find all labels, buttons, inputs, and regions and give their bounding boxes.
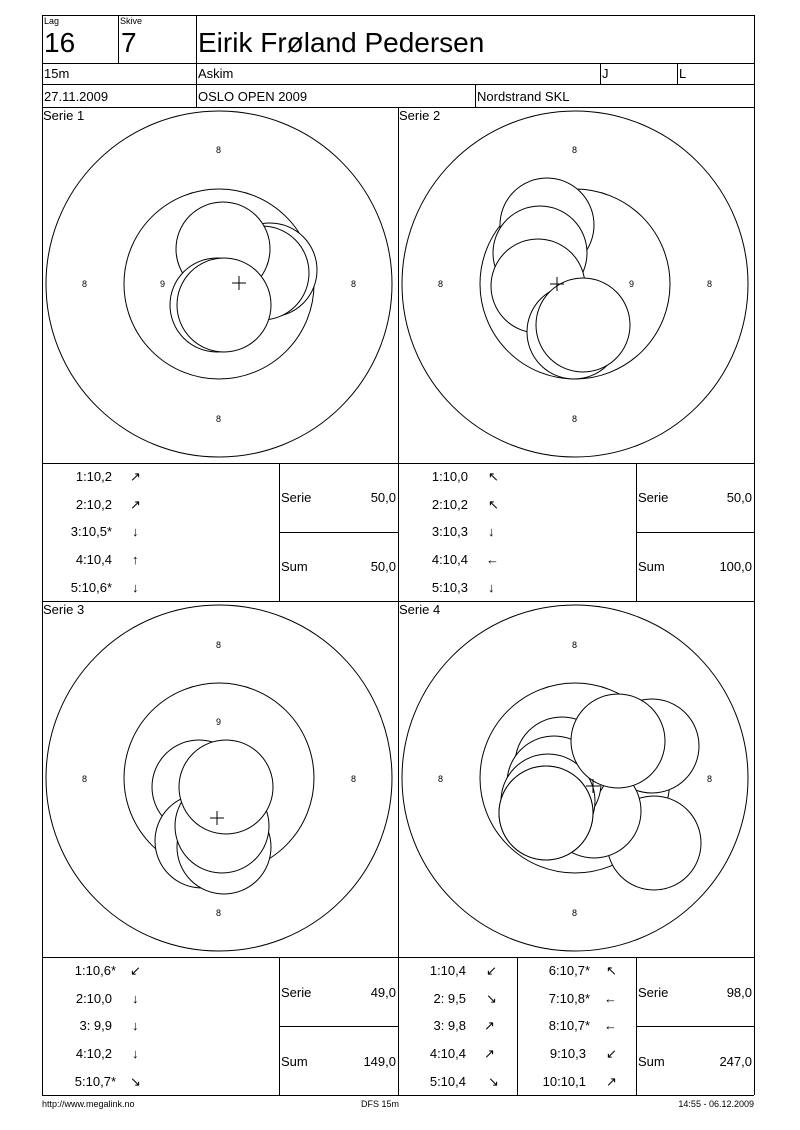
target-serie-2 — [398, 107, 754, 463]
shot-direction-arrow: ↗ — [484, 1046, 495, 1061]
ring-label: 8 — [82, 774, 88, 784]
shot-direction-arrow: ↓ — [488, 524, 495, 539]
shot-score: 1:10,4 — [429, 963, 466, 978]
shot-score: 5:10,7* — [74, 1074, 116, 1089]
shot-direction-arrow: ↓ — [132, 1046, 139, 1061]
club: Askim — [198, 66, 234, 81]
venue: Nordstrand SKL — [477, 89, 570, 104]
sum-label: Sum — [638, 1054, 665, 1069]
target-serie-3 — [42, 601, 398, 957]
shot-score: 2:10,0 — [75, 991, 112, 1006]
shot-score: 3:10,3 — [431, 524, 468, 539]
shot-score: 2:10,2 — [431, 497, 468, 512]
skive-value: 7 — [121, 27, 137, 58]
shot-direction-arrow: ↘ — [130, 1074, 141, 1089]
lag-value: 16 — [44, 27, 76, 58]
shot-score: 4:10,4 — [431, 552, 468, 567]
serie-label: Serie — [638, 490, 669, 505]
shot-direction-arrow: ↓ — [488, 580, 495, 595]
footer-timestamp: 14:55 - 06.12.2009 — [678, 1099, 754, 1109]
shot-direction-arrow: ↓ — [132, 1018, 139, 1033]
ring-label: 8 — [572, 640, 578, 650]
shot-score: 6:10,7* — [548, 963, 590, 978]
shot-direction-arrow: ↗ — [484, 1018, 495, 1033]
ring-label: 9 — [160, 279, 166, 289]
shot-direction-arrow: ↖ — [606, 963, 617, 978]
shot-score: 8:10,7* — [548, 1018, 590, 1033]
shot-score: 5:10,4 — [429, 1074, 466, 1089]
shot-direction-arrow: ↙ — [606, 1046, 617, 1061]
shot-score: 4:10,2 — [75, 1046, 112, 1061]
shot-score: 3: 9,8 — [433, 1018, 466, 1033]
shot-score: 7:10,8* — [548, 991, 590, 1006]
ring-label: 8 — [351, 774, 357, 784]
shot-direction-arrow: ← — [486, 552, 499, 567]
serie-value: 98,0 — [726, 985, 752, 1000]
shot-score: 5:10,6* — [70, 580, 112, 595]
footer-website[interactable]: http://www.megalink.no — [42, 1099, 135, 1109]
ring-label: 8 — [572, 414, 578, 424]
shot-hole — [179, 740, 273, 834]
shot-direction-arrow: ↑ — [132, 552, 139, 567]
shot-score: 10:10,1 — [542, 1074, 586, 1089]
shot-hole — [499, 766, 593, 860]
date: 27.11.2009 — [44, 89, 109, 104]
shooter-name: Eirik Frøland Pedersen — [198, 27, 485, 58]
shot-score: 4:10,4 — [75, 552, 112, 567]
shot-score: 1:10,0 — [431, 469, 468, 484]
ring-label: 8 — [707, 774, 713, 784]
shot-direction-arrow: ↖ — [488, 497, 499, 512]
shot-direction-arrow: ↓ — [132, 991, 139, 1006]
sum-value: 247,0 — [719, 1054, 752, 1069]
ring-label: 8 — [707, 279, 713, 289]
distance: 15m — [44, 66, 70, 81]
shot-score: 3: 9,9 — [79, 1018, 112, 1033]
event: OSLO OPEN 2009 — [198, 89, 308, 104]
shot-score: 2:10,2 — [75, 497, 112, 512]
shot-direction-arrow: ↙ — [486, 963, 497, 978]
shot-score: 1:10,6* — [74, 963, 116, 978]
footer-program: DFS 15m — [361, 1099, 400, 1109]
serie-4-title: Serie 4 — [399, 602, 441, 617]
shot-score: 5:10,3 — [431, 580, 468, 595]
shot-direction-arrow: ↘ — [486, 991, 497, 1006]
shot-score: 2: 9,5 — [433, 991, 466, 1006]
shot-direction-arrow: ↓ — [132, 524, 139, 539]
ring-label: 8 — [438, 279, 444, 289]
ring-label: 9 — [216, 717, 222, 727]
target-serie-1 — [42, 107, 398, 463]
shot-direction-arrow: ↙ — [130, 963, 141, 978]
serie-value: 50,0 — [370, 490, 396, 505]
shot-hole — [571, 694, 665, 788]
ring-label: 8 — [216, 908, 222, 918]
shot-direction-arrow: ↗ — [130, 497, 141, 512]
ring-label: 8 — [572, 145, 578, 155]
shot-direction-arrow: ↘ — [488, 1074, 499, 1089]
serie-2-title: Serie 2 — [399, 108, 441, 123]
shot-score: 4:10,4 — [429, 1046, 466, 1061]
shot-direction-arrow: ↗ — [130, 469, 141, 484]
shot-score: 3:10,5* — [70, 524, 112, 539]
shot-hole — [177, 258, 271, 352]
skive-label: Skive — [120, 16, 143, 26]
ring-label: 8 — [438, 774, 444, 784]
serie-label: Serie — [281, 985, 312, 1000]
shot-score: 1:10,2 — [75, 469, 112, 484]
sum-label: Sum — [281, 1054, 308, 1069]
serie-1-title: Serie 1 — [43, 108, 85, 123]
ring-label: 8 — [82, 279, 88, 289]
shot-direction-arrow: ← — [604, 1018, 617, 1033]
ring-label: 8 — [216, 640, 222, 650]
serie-3-title: Serie 3 — [43, 602, 85, 617]
shot-direction-arrow: ↗ — [606, 1074, 617, 1089]
sum-value: 50,0 — [370, 559, 396, 574]
j-label: J — [602, 66, 609, 81]
serie-value: 50,0 — [726, 490, 752, 505]
sum-value: 100,0 — [719, 559, 752, 574]
shot-direction-arrow: ↓ — [132, 580, 139, 595]
ring-label: 9 — [629, 279, 635, 289]
lag-label: Lag — [44, 16, 60, 26]
target-serie-4 — [398, 601, 754, 957]
l-label: L — [679, 66, 687, 81]
shot-direction-arrow: ↖ — [488, 469, 499, 484]
serie-value: 49,0 — [370, 985, 396, 1000]
shot-direction-arrow: ← — [604, 991, 617, 1006]
sum-label: Sum — [281, 559, 308, 574]
ring-label: 8 — [572, 908, 578, 918]
sum-value: 149,0 — [363, 1054, 396, 1069]
sum-label: Sum — [638, 559, 665, 574]
serie-label: Serie — [281, 490, 312, 505]
shot-hole — [536, 278, 630, 372]
ring-label: 8 — [216, 145, 222, 155]
ring-label: 8 — [216, 414, 222, 424]
serie-label: Serie — [638, 985, 669, 1000]
ring-label: 8 — [351, 279, 357, 289]
shot-score: 9:10,3 — [549, 1046, 586, 1061]
